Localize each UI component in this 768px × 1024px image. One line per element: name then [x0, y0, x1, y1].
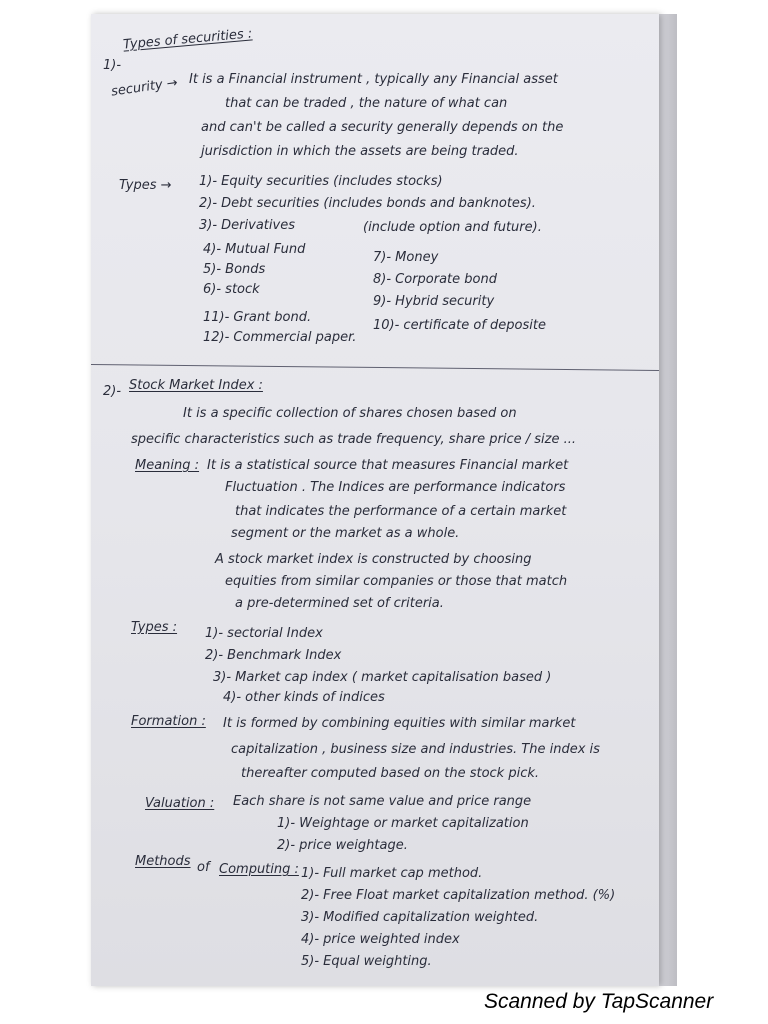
- type-item: 11)- Grant bond.: [203, 310, 312, 325]
- derivatives-note: (include option and future).: [363, 220, 542, 235]
- valuation-line: Each share is not same value and price range: [233, 794, 532, 809]
- type-item-right: 7)- Money: [373, 250, 439, 265]
- security-def-line: that can be traded , the nature of what can: [225, 96, 508, 111]
- method-item: 4)- price weighted index: [301, 932, 460, 947]
- method-item: 1)- Full market cap method.: [301, 866, 483, 881]
- meaning-line: that indicates the performance of a certain market: [235, 504, 567, 519]
- method-item: 3)- Modified capitalization weighted.: [301, 910, 539, 925]
- type-item: 6)- stock: [203, 282, 260, 297]
- formation-line: thereafter computed based on the stock pick.: [241, 766, 539, 781]
- intro-line: It is a specific collection of shares chosen based on: [183, 406, 517, 421]
- notebook-page: [91, 14, 659, 986]
- type-item: 1)- Equity securities (includes stocks): [199, 174, 443, 189]
- type-item: 5)- Bonds: [203, 262, 266, 277]
- security-def-line: It is a Financial instrument , typically any Financial asset: [189, 72, 558, 87]
- section1-number: 1)-: [103, 58, 122, 73]
- formation-label: Formation :: [131, 714, 206, 729]
- formation-line: It is formed by combining equities with similar market: [223, 716, 576, 731]
- type2-item: 1)- sectorial Index: [205, 626, 323, 641]
- meaning-line: It is a statistical source that measures Financial market: [207, 458, 569, 473]
- security-def-line: jurisdiction in which the assets are being traded.: [201, 144, 519, 159]
- type2-item: 3)- Market cap index ( market capitalisation based ): [213, 670, 552, 685]
- meaning-line: A stock market index is constructed by choosing: [215, 552, 532, 567]
- meaning-label: Meaning :: [135, 458, 200, 473]
- security-def-line: and can't be called a security generally depends on the: [201, 120, 564, 135]
- formation-line: capitalization , business size and industries. The index is: [231, 742, 600, 757]
- type-item-right: 10)- certificate of deposite: [373, 318, 546, 333]
- scanner-watermark: Scanned by TapScanner: [484, 990, 714, 1013]
- type-item: 3)- Derivatives: [199, 218, 295, 233]
- type-item-right: 9)- Hybrid security: [373, 294, 495, 309]
- meaning-line: a pre-determined set of criteria.: [235, 596, 444, 611]
- meaning-line: segment or the market as a whole.: [231, 526, 460, 541]
- valuation-line: 1)- Weightage or market capitalization: [277, 816, 529, 831]
- section2-title: Stock Market Index :: [129, 378, 263, 393]
- type-item: 4)- Mutual Fund: [203, 242, 306, 257]
- meaning-line: Fluctuation . The Indices are performance indicators: [225, 480, 566, 495]
- methods-label: Methods: [135, 854, 191, 869]
- type-item: 2)- Debt securities (includes bonds and banknotes).: [199, 196, 536, 211]
- valuation-label: Valuation :: [145, 796, 215, 811]
- intro-line: specific characteristics such as trade frequency, share price / size ...: [131, 432, 576, 447]
- types2-label: Types :: [131, 620, 178, 635]
- type-item-right: 8)- Corporate bond: [373, 272, 497, 287]
- valuation-line: 2)- price weightage.: [277, 838, 408, 853]
- types-label: Types →: [119, 178, 172, 193]
- section-divider: [91, 364, 659, 371]
- meaning-line: equities from similar companies or those that match: [225, 574, 568, 589]
- section2-number: 2)-: [103, 384, 122, 399]
- security-label: security →: [110, 75, 179, 100]
- methods-computing: Computing :: [219, 862, 299, 877]
- method-item: 5)- Equal weighting.: [301, 954, 432, 969]
- methods-of: of: [197, 860, 210, 875]
- type-item: 12)- Commercial paper.: [203, 330, 357, 345]
- method-item: 2)- Free Float market capitalization method. (%): [301, 888, 616, 903]
- type2-item: 2)- Benchmark Index: [205, 648, 342, 663]
- section1-title: Types of securities :: [122, 26, 253, 53]
- type2-item: 4)- other kinds of indices: [223, 690, 385, 705]
- page-edge: [659, 14, 677, 986]
